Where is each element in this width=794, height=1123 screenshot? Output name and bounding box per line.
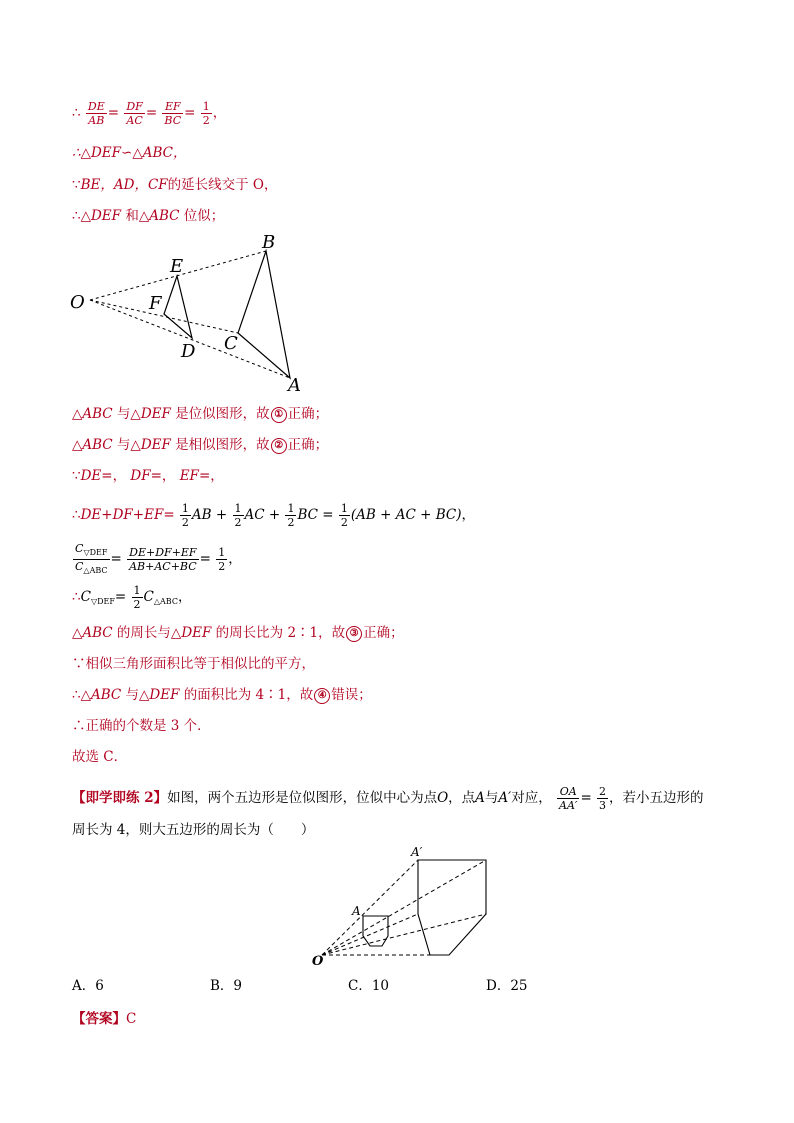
label-f: F [149, 293, 162, 314]
circled-number-3: ③ [346, 626, 362, 642]
large-pentagon [418, 860, 486, 955]
label-a-prime: A′ [411, 845, 423, 859]
practice-tag: 【即学即练 2】 [72, 790, 168, 806]
fraction-de-ab: $\frac{DE}{AB}$ [87, 100, 105, 127]
statement-3-line: △ABC 的周长与△DEF 的周长比为 2∶1，故 ③ 正确； [72, 625, 404, 641]
answer-value: C [126, 1011, 137, 1027]
answer-tag: 【答案】 [72, 1011, 126, 1027]
fraction-two-thirds: $\frac{2}{3}$ [599, 785, 607, 812]
answer-line [72, 1009, 136, 1029]
count-line: ∴正确的个数是 3 个． [72, 718, 211, 734]
similar-triangles-line: ∴△DEF∽△ABC， [72, 145, 187, 161]
fraction-half-4: $\frac{1}{2}$ [340, 502, 348, 529]
practice-question-line-2: 周长为 4，则大五边形的周长为（ ） [72, 822, 315, 838]
triangle-homothety-figure [60, 228, 320, 398]
segment-values-line: ∵DE=， DF=， EF=， [72, 468, 224, 484]
circled-number-1: ① [271, 407, 287, 423]
circled-number-2: ② [271, 438, 287, 454]
option-b[interactable]: B．9 [210, 978, 243, 994]
pentagon-homothety-figure [306, 842, 502, 970]
ratio-equation-line: ∴ $\frac{DE}{AB}$ = $\frac{DF}{AC}$ = $\frac{EF}{BC}$ = $\frac{1}{2}$ ， [72, 100, 227, 127]
option-c[interactable]: C．10 [348, 978, 390, 994]
perimeter-sum-line: ∴DE+DF+EF= $\frac{1}{2}$ AB + $\frac{1}{2}$ AC + $\frac{1}{2}$ BC = $\frac{1}{2}$ (AB + AC + BC)， [72, 502, 475, 529]
label-e: E [170, 256, 184, 277]
fraction-df-ac: $\frac{DF}{AC}$ [126, 100, 143, 127]
practice-question-line-1: 【即学即练 2】如图，两个五边形是位似图形，位似中心为点O，点A与A′对应， $\frac{OA}{AA'}$ = $\frac{2}{3}$ ，若小五边形的 [72, 785, 704, 812]
label-b: B [262, 232, 276, 253]
perimeter-ratio-line: $\frac{C_{▽DEF}}{C_{\triangle ABC}}$ = $\frac{DE+DF+EF}{AB+AC+BC}$ = $\frac{1}{2}$ ， [75, 542, 242, 575]
label-c: C [224, 333, 238, 354]
option-d[interactable]: D．25 [486, 978, 528, 994]
homothetic-line: ∴△DEF 和△ABC 位似； [72, 208, 225, 224]
triangle-def [164, 276, 192, 338]
fraction-half-2: $\frac{1}{2}$ [234, 502, 242, 529]
fraction-half-1: $\frac{1}{2}$ [181, 502, 189, 529]
fraction-half-6: $\frac{1}{2}$ [133, 584, 141, 611]
ray-right [322, 914, 486, 955]
extension-lines-line: ∵BE，AD，CF的延长线交于 O， [72, 177, 278, 193]
label-a-small: A [352, 904, 361, 918]
choice-line: 故选 C． [72, 749, 128, 765]
statement-1-line: △ABC 与△DEF 是位似图形，故 ① 正确； [72, 406, 329, 422]
option-a[interactable]: A．6 [72, 978, 104, 994]
ray-oa [90, 300, 290, 378]
circled-number-4: ④ [314, 688, 330, 704]
label-d: D [181, 341, 196, 362]
fraction-half-3: $\frac{1}{2}$ [287, 502, 295, 529]
label-a: A [288, 375, 301, 396]
label-o-small: O [312, 954, 324, 969]
fraction-ef-bc: $\frac{EF}{BC}$ [164, 100, 182, 127]
statement-4-line: ∴△ABC 与△DEF 的面积比为 4∶1，故 ④ 错误； [72, 687, 372, 703]
ray-oc [90, 300, 238, 333]
perimeter-relation-line: $\therefore C_{▽DEF}=$ $\frac{1}{2}$ $C_{\triangle ABC}$， [72, 584, 192, 611]
fraction-c-ratio: $\frac{C_{▽DEF}}{C_{\triangle ABC}}$ [75, 542, 108, 575]
triangle-abc [238, 251, 290, 378]
label-o: O [70, 292, 85, 313]
statement-2-line: △ABC 与△DEF 是相似图形，故 ② 正确； [72, 437, 329, 453]
fraction-oa-aa: $\frac{OA}{AA'}$ [559, 785, 578, 812]
area-rule-line: ∵相似三角形面积比等于相似比的平方， [72, 656, 315, 672]
fraction-half: $\frac{1}{2}$ [202, 100, 210, 127]
small-pentagon [363, 916, 388, 946]
fraction-sum-ratio: $\frac{DE+DF+EF}{AB+AC+BC}$ [129, 546, 197, 573]
fraction-half-5: $\frac{1}{2}$ [218, 546, 226, 573]
